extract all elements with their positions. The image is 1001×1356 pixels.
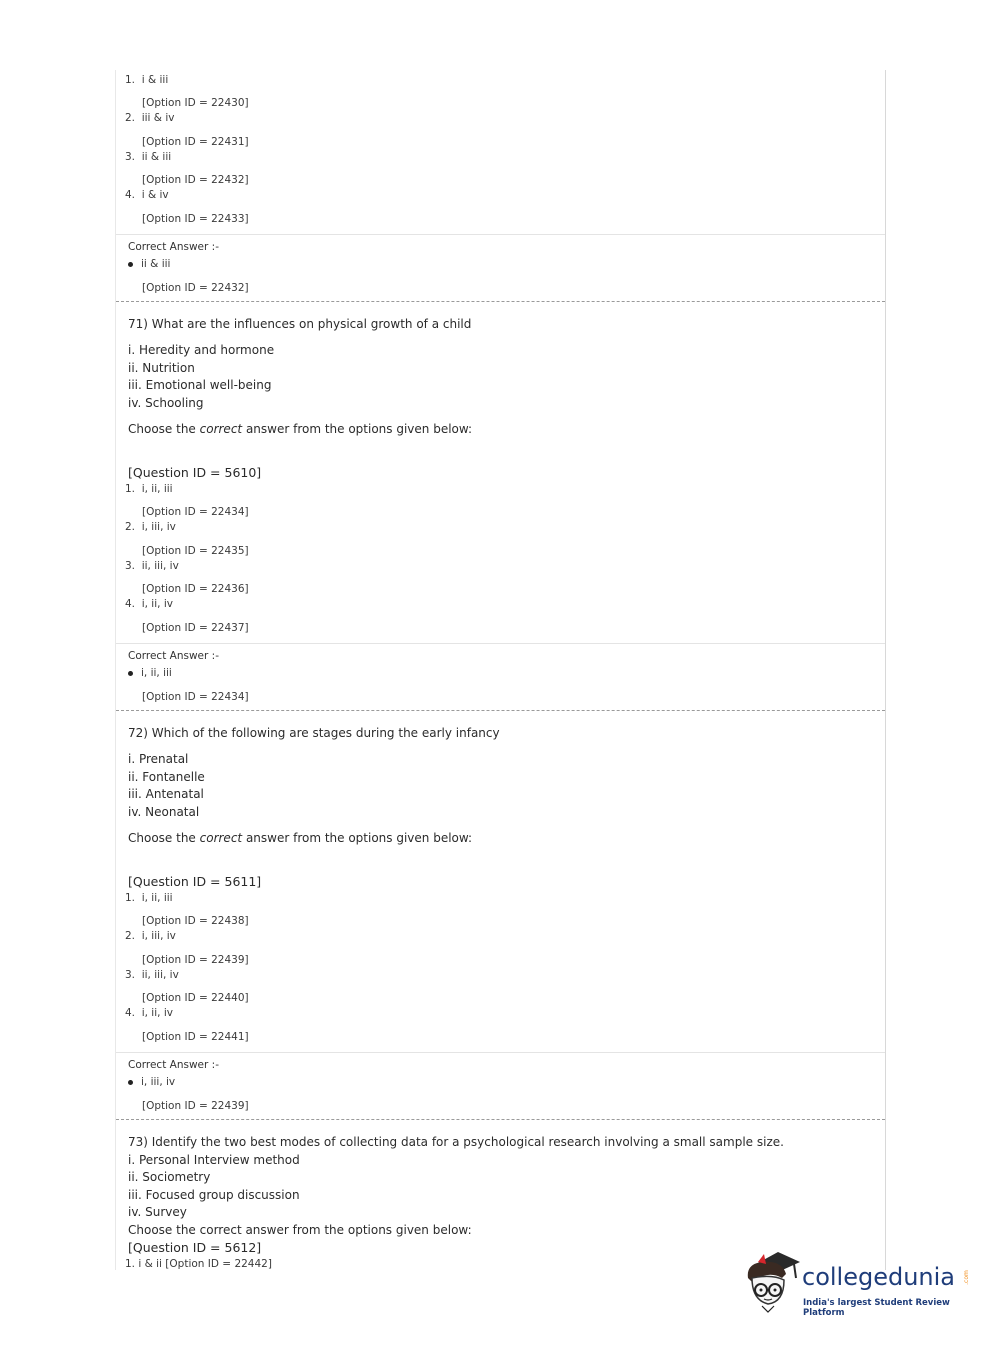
option-1: 1. i & iii bbox=[125, 74, 169, 86]
option-2: 2. i, iii, iv bbox=[125, 930, 176, 942]
collegedunia-logo bbox=[742, 1248, 972, 1320]
option-2-id: [Option ID = 22439] bbox=[142, 954, 249, 966]
option-2: 2. i, iii, iv bbox=[125, 521, 176, 533]
option-1-id: [Option ID = 22438] bbox=[142, 915, 249, 927]
question-73-item-4: iv. Survey bbox=[128, 1205, 187, 1219]
option-4: 4. i, ii, iv bbox=[125, 1007, 173, 1019]
correct-answer-value: ii & iii bbox=[128, 258, 170, 270]
question-72-stem: 72) Which of the following are stages during the early infancy bbox=[128, 726, 500, 740]
separator bbox=[116, 643, 885, 644]
correct-answer-label: Correct Answer :- bbox=[128, 1059, 219, 1071]
correct-answer-label: Correct Answer :- bbox=[128, 241, 219, 253]
option-3: 3. ii, iii, iv bbox=[125, 969, 179, 981]
correct-answer-value: i, ii, iii bbox=[128, 667, 172, 679]
separator bbox=[116, 234, 885, 235]
question-71-instruction: Choose the correct answer from the options given below: bbox=[128, 422, 473, 436]
option-4-id: [Option ID = 22433] bbox=[142, 213, 249, 225]
option-1-id: [Option ID = 22434] bbox=[142, 506, 249, 518]
question-73-item-3: iii. Focused group discussion bbox=[128, 1188, 300, 1202]
option-3-id: [Option ID = 22440] bbox=[142, 992, 249, 1004]
question-71-stem: 71) What are the influences on physical growth of a child bbox=[128, 317, 472, 331]
option-3-id: [Option ID = 22432] bbox=[142, 174, 249, 186]
question-71-id: [Question ID = 5610] bbox=[128, 465, 262, 480]
question-71-item-2: ii. Nutrition bbox=[128, 361, 195, 375]
option-4: 4. i, ii, iv bbox=[125, 598, 173, 610]
question-72-item-3: iii. Antenatal bbox=[128, 787, 204, 801]
logo-tagline: India's largest Student Review Platform bbox=[803, 1298, 950, 1318]
option-4-id: [Option ID = 22437] bbox=[142, 622, 249, 634]
question-73-stem: 73) Identify the two best modes of collecting data for a psychological research involving a small sample size. bbox=[128, 1135, 784, 1149]
correct-answer-id: [Option ID = 22432] bbox=[142, 282, 249, 294]
question-71-item-3: iii. Emotional well-being bbox=[128, 378, 272, 392]
option-1-id: [Option ID = 22430] bbox=[142, 97, 249, 109]
question-72-item-1: i. Prenatal bbox=[128, 752, 189, 766]
question-73-instruction: Choose the correct answer from the options given below: bbox=[128, 1223, 472, 1237]
question-divider bbox=[116, 710, 885, 711]
question-73-id: [Question ID = 5612] bbox=[128, 1240, 262, 1255]
option-1: 1. i, ii, iii bbox=[125, 892, 173, 904]
question-73-item-1: i. Personal Interview method bbox=[128, 1153, 300, 1167]
mascot-icon bbox=[742, 1248, 804, 1320]
bullet-icon bbox=[128, 671, 133, 676]
document-page bbox=[115, 70, 886, 1270]
option-4: 4. i & iv bbox=[125, 189, 169, 201]
correct-answer-id: [Option ID = 22439] bbox=[142, 1100, 249, 1112]
correct-answer-id: [Option ID = 22434] bbox=[142, 691, 249, 703]
option-3-id: [Option ID = 22436] bbox=[142, 583, 249, 595]
option-3: 3. ii, iii, iv bbox=[125, 560, 179, 572]
question-71-item-4: iv. Schooling bbox=[128, 396, 204, 410]
question-72-item-2: ii. Fontanelle bbox=[128, 770, 205, 784]
question-71-item-1: i. Heredity and hormone bbox=[128, 343, 275, 357]
question-73-item-2: ii. Sociometry bbox=[128, 1170, 211, 1184]
option-2-id: [Option ID = 22431] bbox=[142, 136, 249, 148]
bullet-icon bbox=[128, 1080, 133, 1085]
bullet-icon bbox=[128, 262, 133, 267]
option-2: 2. iii & iv bbox=[125, 112, 175, 124]
separator bbox=[116, 1052, 885, 1053]
question-divider bbox=[116, 1119, 885, 1120]
question-72-id: [Question ID = 5611] bbox=[128, 874, 262, 889]
option-4-id: [Option ID = 22441] bbox=[142, 1031, 249, 1043]
option-1: 1. i & ii [Option ID = 22442] bbox=[125, 1258, 272, 1270]
correct-answer-label: Correct Answer :- bbox=[128, 650, 219, 662]
option-2-id: [Option ID = 22435] bbox=[142, 545, 249, 557]
question-72-instruction: Choose the correct answer from the options given below: bbox=[128, 831, 473, 845]
logo-com: .com bbox=[962, 1270, 970, 1285]
question-divider bbox=[116, 301, 885, 302]
question-72-item-4: iv. Neonatal bbox=[128, 805, 200, 819]
option-3: 3. ii & iii bbox=[125, 151, 172, 163]
correct-answer-value: i, iii, iv bbox=[128, 1076, 175, 1088]
option-1: 1. i, ii, iii bbox=[125, 483, 173, 495]
logo-wordmark: collegedunia bbox=[802, 1263, 956, 1291]
